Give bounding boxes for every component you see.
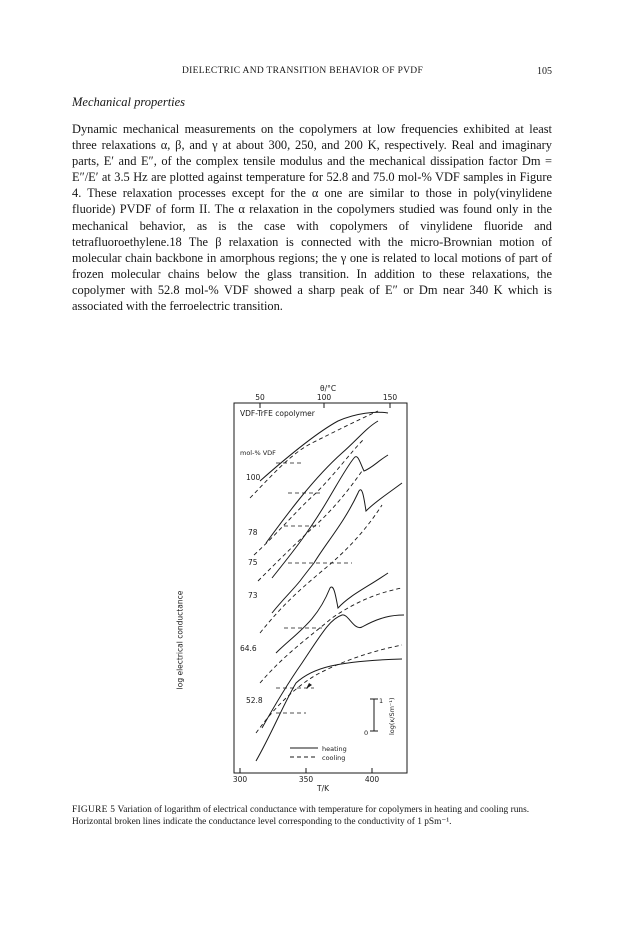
running-header: [72, 66, 552, 82]
legend: [290, 745, 347, 762]
bottom-tick-label: 400: [364, 775, 380, 784]
heating-curve-78: [266, 421, 378, 543]
figure-caption: [72, 804, 552, 828]
page-number: 105: [537, 66, 552, 77]
scale-bar: [364, 697, 396, 737]
series-heading: mol-% VDF: [240, 449, 276, 457]
heating-curve-52-8-upper: [262, 615, 404, 728]
top-axis-label: θ/°C: [320, 384, 337, 393]
scale-bar-label: log(κ/Sm⁻¹): [388, 697, 396, 735]
conductance-plot: [226, 383, 416, 793]
plot-frame: [234, 403, 407, 773]
figure-5: [226, 383, 416, 793]
bottom-tick-label: 300: [232, 775, 248, 784]
heating-curve-64-6: [276, 573, 388, 653]
scale-bar-one: 1: [379, 697, 384, 705]
bottom-axis-label: T/K: [316, 784, 330, 793]
heating-curve-75: [272, 455, 388, 578]
series-label-75: 75: [248, 558, 258, 567]
figure-y-axis-label: log electrical conductance: [175, 590, 185, 690]
running-title: DIELECTRIC AND TRANSITION BEHAVIOR OF PVDF: [182, 66, 424, 76]
caption-label: FIGURE 5: [72, 805, 116, 815]
top-tick-label: 150: [382, 393, 398, 402]
cooling-curve-52-8: [256, 645, 402, 733]
series-label-73: 73: [248, 591, 258, 600]
heating-curve-73: [272, 483, 402, 613]
series-label-100: 100: [246, 473, 261, 482]
legend-heating-label: heating: [322, 745, 347, 753]
caption-text: Variation of logarithm of electrical conductance with temperature for copolymers in heating and cooling runs. Horizontal broken lines indicate the conductance level corresponding to the conductivity of 1 pSm⁻¹.: [72, 805, 530, 827]
top-tick-label: 100: [316, 393, 332, 402]
scale-bar-zero: 0: [364, 729, 369, 737]
section-heading: Mechanical properties: [72, 95, 186, 109]
series-label-78: 78: [248, 528, 258, 537]
figure-title: VDF-TrFE copolymer: [240, 409, 315, 418]
legend-cooling-label: cooling: [322, 754, 346, 762]
series-label-52-8: 52.8: [246, 696, 263, 705]
top-tick-label: 50: [255, 393, 265, 402]
series-label-64-6: 64.6: [240, 644, 257, 653]
cooling-curve-75: [258, 471, 362, 581]
body-paragraph: Dynamic mechanical measurements on the copolymers at low frequencies exhibited at least three relaxations α, β, and γ at about 300, 250, and 200 K, respectively. Real and imaginary parts, E′ and E″, of the complex tensile modulus and the mechanical dissipation factor Dm = E″/E′ at 3.5 Hz are plotted against temperature for 52.8 and 75.0 mol-% VDF samples in Figure 4. These relaxation processes except for the α one are similar to those in poly(vinylidene fluoride) PVDF of form II. The α relaxation in the copolymers studied was found only in the mechanical behavior, as is the case with copolymers of vinylidene fluoride and tetrafluoroethylene.18 The β relaxation is connected with the micro-Brownian motion of molecular chain backbone in amorphous regions; the γ one is related to local motions of part of frozen molecular chains below the glass transition. In addition to these relaxations, the copolymer with 52.8 mol-% VDF showed a sharp peak of E″ or Dm near 340 K which is associated with the ferroelectric transition.: [72, 122, 552, 314]
bottom-tick-label: 350: [298, 775, 314, 784]
cooling-curve-73: [260, 505, 382, 633]
